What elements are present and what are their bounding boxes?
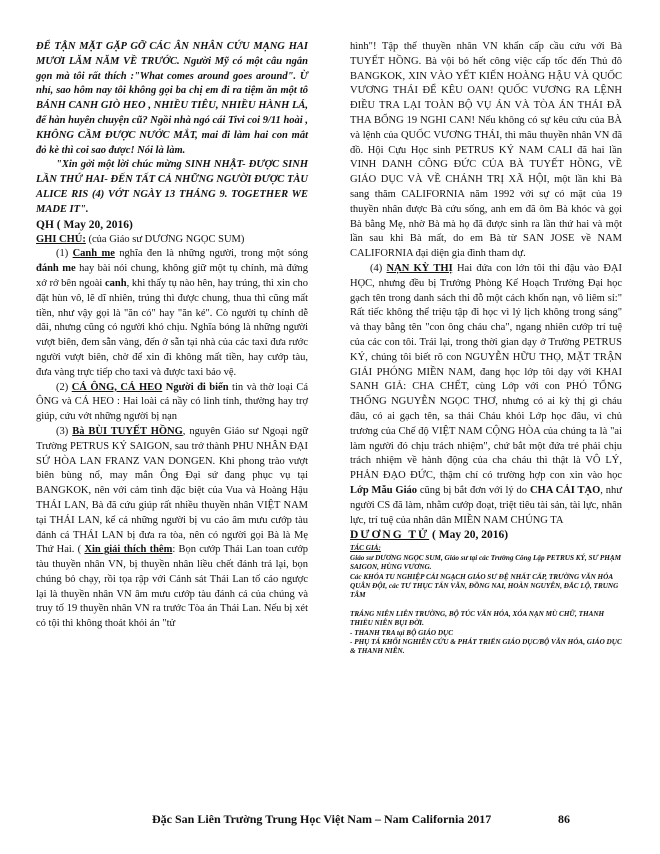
note-1-text-b: hay bài nói chung, không giữ một tụ chính, mà đứng xớ rớ bên ngoài [36,263,308,289]
left-column [36,40,308,632]
note-3-text-2: : Bọn cướp Thái Lan toan cướp tàu thuyền nhân VN, bị thuyền nhân liều chết đánh trả lại, bọn chúng bỏ chạy, rồi tọa rập với Cảnh sát Thái Lan tố cáo ngược lại là thuyền nhân VN âm mưu cướp tàu đánh cá của chúng và truy tố 19 thuyền nhân VN ra trước Tòa án Thái Lan. Nếu bị xét có tội thì không thoát khỏi án "tử [36,544,308,630]
signoff-date: ( May 20, 2016) [429,529,509,542]
note-1-number: (1) [56,248,73,260]
note-1-term: Canh me [72,248,115,260]
note-4-term-2: Lớp Mẫu Giáo [350,484,418,496]
note-3-text: , nguyên Giáo sư Ngoại ngữ Trường PETRUS KÝ SAIGON, sau trở thành PHU NHÂN ĐẠI SỨ HÒA LAN FRANZ VAN DONGEN. Khi phong trào vượt biên bùng nổ, may mắn Ông Đại sứ đang phục vụ tại BANGKOK, nên với cảm tình đặc biệt của Vua và Hoàng Hậu THÁI LAN, Bà đã cứu giúp rất nhiều thuyền nhân VIỆT NAM tại THÁI LAN, kể cả những người bị vu cáo âm mưu cướp tàu đánh cá THÁI LAN bị đưa ra tòa, nên có người gọi Bà là Mẹ Thứ Hai. ( [36,425,308,556]
credit-line-1: Giáo sư DƯƠNG NGỌC SUM, Giáo sư tại các Trường Công Lập PETRUS KÝ, SƯ PHẠM SAIGON, HÙNG VƯƠNG. [350,553,622,572]
note-1 [36,247,308,380]
note-4 [350,262,622,528]
signoff-name: DƯƠNG TỬ [350,529,430,542]
notes-source: (của Giáo sư DƯƠNG NGỌC SUM) [85,233,245,245]
birthday-wish: "Xin gởi một lời chúc mừng SINH NHẬT- ĐƯỢC SINH LẦN THỨ HAI- ĐẾN TẤT CẢ NHỮNG NGƯỜI ĐƯỢC TÀU ALICE RIS (4) VỚT NGÀY 13 THÁNG 9. TOGETHER WE MADE IT". [36,159,308,215]
opening-paragraph: ĐỂ TẬN MẶT GẶP GỠ CÁC ÂN NHÂN CỨU MẠNG HAI MƯƠI LĂM NĂM VỀ TRƯỚC. Người Mỹ có một câu ngắn gọn mà tôi rất thích :"What comes around goes around". Ừ nhỉ, sao hôm nay tôi không gọi ba chị em đi ra tiệm ăn một tô BÁNH CANH GIÒ HEO , NHIỀU TIÊU, NHIỀU HÀNH LÁ, để hàn huyên chuyện cũ? Ngồi nhà ngó cái Tivi coi 9/11 hoài , KHÔNG CẦM ĐƯỢC NƯỚC MẮT, mai đi làm hai con mắt đỏ kè thì coi sao được! Nói là làm. [36,41,308,156]
note-2-text: tin và thờ loại Cá ÔNG và CÁ HEO : Hai loài cá nầy có linh tính, thường hay trợ giúp, cứu vớt những người bị nạn [36,381,308,423]
note-3-term: Bà BÙI TUYẾT HỒNG [72,425,183,437]
note-3-number: (3) [56,425,73,437]
author-credits [350,544,622,656]
note-4-text-2: cũng bị bắt đơn với lý do [417,484,530,496]
note-3-term-2: Xin giải thích thêm [84,544,173,556]
note-1-text-a: nghĩa đen là những người, trong một sóng [114,248,308,260]
footer-title: Đặc San Liên Trường Trung Học Việt Nam – Nam California 2017 [152,812,492,826]
note-4-term-3: CHA CẢI TẠO [529,484,601,496]
credit-line-4: - THANH TRA tại BỘ GIÁO DỤC [350,628,454,637]
credit-line-5: - PHỤ TÁ KHỐI NGHIÊN CỨU & PHÁT TRIỂN GIÁO DỤC/BỘ VĂN HÓA, GIÁO DỤC & THANH NIÊN. [350,637,622,656]
note-4-term: NẠN KỲ THỊ [386,262,453,274]
credit-line-2: Các KHÓA TU NGHIỆP CẢI NGẠCH GIÁO SƯ ĐỆ NHẤT CẤP, TRƯỜNG VĂN HÓA QUÂN ĐỘI, các TƯ THỤC TẤN VĂN, ĐỒNG NAI, HOÀN NGUYÊN, ĐẮC LỘ, TRUNG TÂM [350,572,619,600]
note-1-term-3: canh [104,277,127,289]
author-date-line: QH ( May 20, 2016) [36,218,133,231]
note-1-text-c: , khi thấy tụ nào hên, hay trúng, thì xin cho đặt hùn vô, lẽ dĩ nhiên, trúng thì được chung, thua thì cũng mất tiền, như vậy gọi là "ăn có" hay "ăn ké". Cò người tụ chính dễ dãi, nhưng cũng có người khó chịu. Nghĩa bóng là những người vượt biên, đem sẵn vàng, đến ở sẵn tại nhà của các taxi đưa rước người vượt biên, chờ để xin đi không mất tiền, hay cướp tàu, đưa vàng trực tiếp cho taxi và được taxi bảo vệ. [36,277,308,378]
notes-heading [36,233,308,248]
note-2-term: CÁ ÔNG, CÁ HEO [71,381,163,393]
notes-label: GHI CHÚ: [36,233,86,245]
note-2-term-2: Người đi biển [162,381,229,393]
signoff [350,528,622,543]
note-4-text-3: , như người CS đã làm, nhằm cướp đoạt, triệt tiêu tài sản, tài lực, nhân lực, trí tuệ của nhân dân MIỀN NAM CHÚNG TA [350,484,622,526]
note-3-continued: hình"! Tập thể thuyền nhân VN khẩn cấp cầu cứu với Bà TUYẾT HỒNG. Bà vội bỏ hết công việc cấp tốc đến Thủ đô BANGKOK, XIN VÀO YẾT KIẾN HOÀNG HẬU VÀ QUỐC VƯƠNG THÁI ĐỂ KÊU OAN! QUỐC VƯƠNG RA LỆNH ĐIỀU TRA LẠI TOÀN BỘ VỤ ÁN VÀ TÒA ÁN THÁI ĐÃ THA BỔNG 19 NGHI CAN! Nếu không có sự kêu cứu của BÀ và lệnh của QUỐC VƯƠNG THÁI, thì mâu thuyền nhân VN đã đồ. Hội Cựu Học sinh PETRUS KÝ NAM CALI đã hai lần VINH DANH CÔNG ĐỨC CỦA BÀ TUYẾT HỒNG, VỀ GIÁO DỤC VÀ VỀ CHÁNH TRỊ XÃ HỘI, một lần khi Bà sang thăm CALIFORNIA năm 1992 với sự có mặt của 19 thuyền nhân được Bà cứu sống, anh em đã ôm Bà khóc và gọi Bà bằng Mẹ, nhờ Bà mà họ đã được sinh ra lần thứ hai và một lần sau khi Bà mất, do em Bà từ SAN JOSE về NAM CALIFORNIA đại diện gia đình tham dự. [350,41,622,260]
right-column [350,40,622,657]
credit-line-3: TRÁNG NIÊN LIÊN TRƯỜNG, BỘ TÚC VĂN HÓA, XÓA NẠN MÙ CHỮ, THANH THIẾU NIÊN BỤI ĐỜI. [350,609,605,628]
note-3 [36,425,308,632]
note-2-number: (2) [56,381,72,393]
author-label: TÁC GIẢ: [350,544,381,553]
page-number: 86 [558,812,570,826]
note-1-term-2: đánh me [36,263,76,275]
note-2 [36,381,308,425]
note-4-number: (4) [370,262,387,274]
credit-spacer [350,601,622,610]
note-4-text: Hai đứa con lớn tôi thi đậu vào ĐẠI HỌC, nhưng đều bị Trưởng Phòng Kế Hoạch Trường Đại học gạch tên trong danh sách thi đỗ một cách khốn nạn, vô liêm sỉ:" Rất tiếc không thể triệu tập đi học vì lý lịch không trong sáng" và thay bằng tên "con ông cháu cha", ngang nhiên cướp trí tuệ của các con tôi. Trái lại, trong thời gian dạy ở Trường PETRUS KÝ, chúng tôi biết rõ con NGUYỄN HỮU THỌ, MẶT TRẬN GIẢI PHÓNG MIỀN NAM, đang học lớp tôi dạy với KHAI SANH GIẢ: CHA CHẾT, cùng Lớp với con PHÓ TỔNG THỐNG NGUYỄN NGỌC THƠ, nhưng có ai kỳ thị gì cháu đâu, có ai gạch tên, sa thải Cháu khỏi Lớp học đâu, vì chủ trương của Chế độ VIỆT NAM CỘNG HÒA của chúng ta là "ai làm người đó chịu trách nhiệm", chứ bắt một đứa trẻ phải chịu trách nhiệm về hành động của cha cháu thì thật là VÔ LÝ, PHẢN ĐẠO ĐỨC, thậm chí có trường hợp con xin vào học [350,262,622,482]
